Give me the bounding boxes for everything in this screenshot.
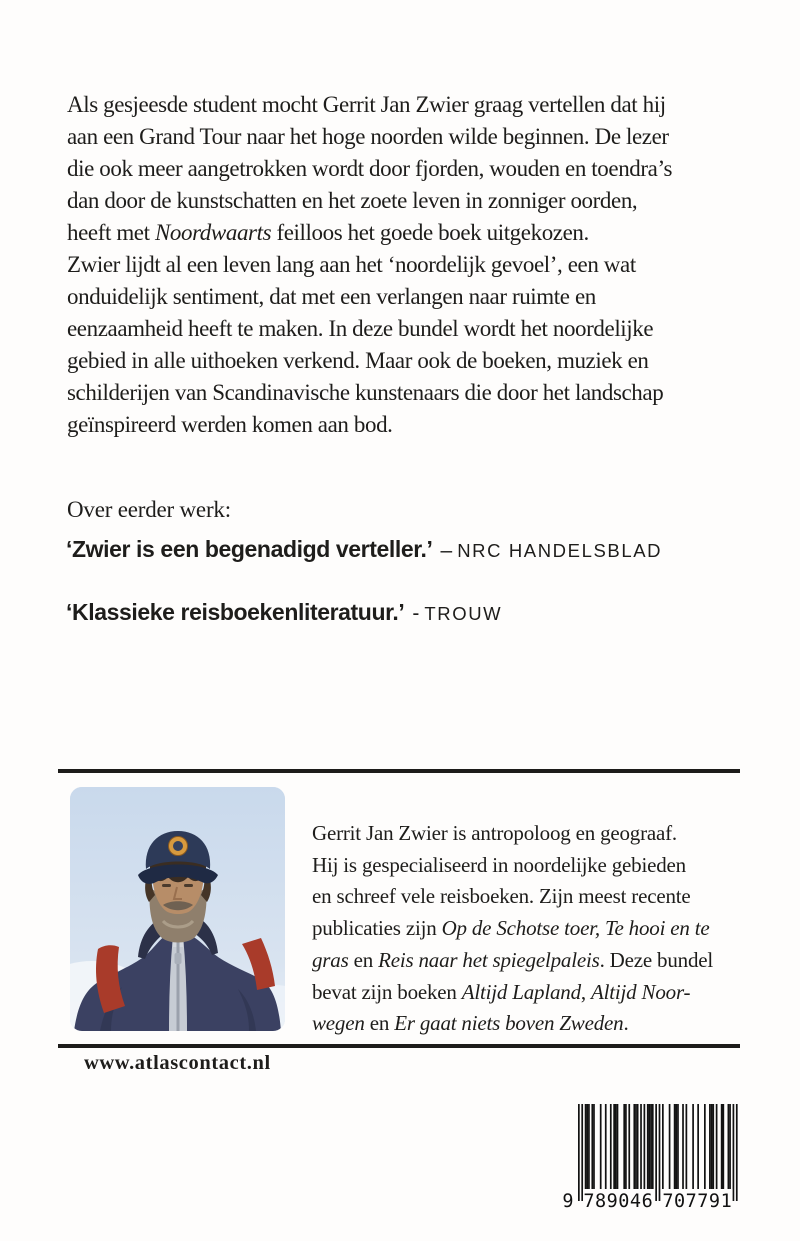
svg-text:789046: 789046 [583, 1191, 654, 1210]
author-photo [70, 787, 285, 1031]
isbn-barcode [561, 1104, 739, 1210]
review-dash: - [412, 602, 420, 625]
review-dash: – [440, 539, 453, 562]
svg-text:707791: 707791 [662, 1191, 733, 1210]
review-source: TROUW [424, 603, 503, 624]
review-quote-trouw [66, 599, 502, 626]
author-portrait-illustration [70, 787, 285, 1031]
svg-text:9: 9 [562, 1191, 574, 1210]
review-quote-text: ‘Zwier is een begenadigd verteller.’ [66, 536, 433, 562]
reviews-heading: Over eerder werk: [67, 497, 231, 522]
author-bio-text: Gerrit Jan Zwier is antropoloog en geograaf. Hij is gespecialiseerd in noordelijke gebieden en schreef vele reisboeken. Zijn meest recente publicaties zijn Op de Schotse toer, Te hooi en te gras en Reis naar het spiegelpaleis. Deze bundel bevat zijn boeken Altijd Lapland, Altijd Noor- wegen en Er gaat niets boven Zweden. [312, 821, 713, 1036]
divider-rule-top [58, 769, 740, 773]
review-source: NRC HANDELSBLAD [457, 540, 663, 561]
review-quote-text: ‘Klassieke reisboekenliteratuur.’ [66, 599, 405, 625]
divider-rule-bottom [58, 1044, 740, 1048]
blurb-text: Als gesjeesde student mocht Gerrit Jan Zwier graag vertellen dat hij aan een Grand Tour naar het hoge noorden wilde beginnen. De lezer die ook meer aangetrokken wordt door fjorden, wouden en toendra’s dan door de kunstschatten en het zoete leven in zonniger oorden, heeft met Noordwaarts feilloos het goede boek uitgekozen. Zwier lijdt al een leven lang aan het ‘noordelijk gevoel’, een wat onduidelijk sentiment, dat met een verlangen naar ruimte en eenzaamheid heeft te maken. In deze bundel wordt het noordelijke gebied in alle uithoeken verkend. Maar ook de boeken, muziek en schilderijen van Scandinavische kunstenaars die door het landschap geïnspireerd werden komen aan bod. [67, 92, 673, 437]
review-quote-nrc [66, 536, 662, 563]
publisher-website: www.atlascontact.nl [84, 1052, 271, 1074]
